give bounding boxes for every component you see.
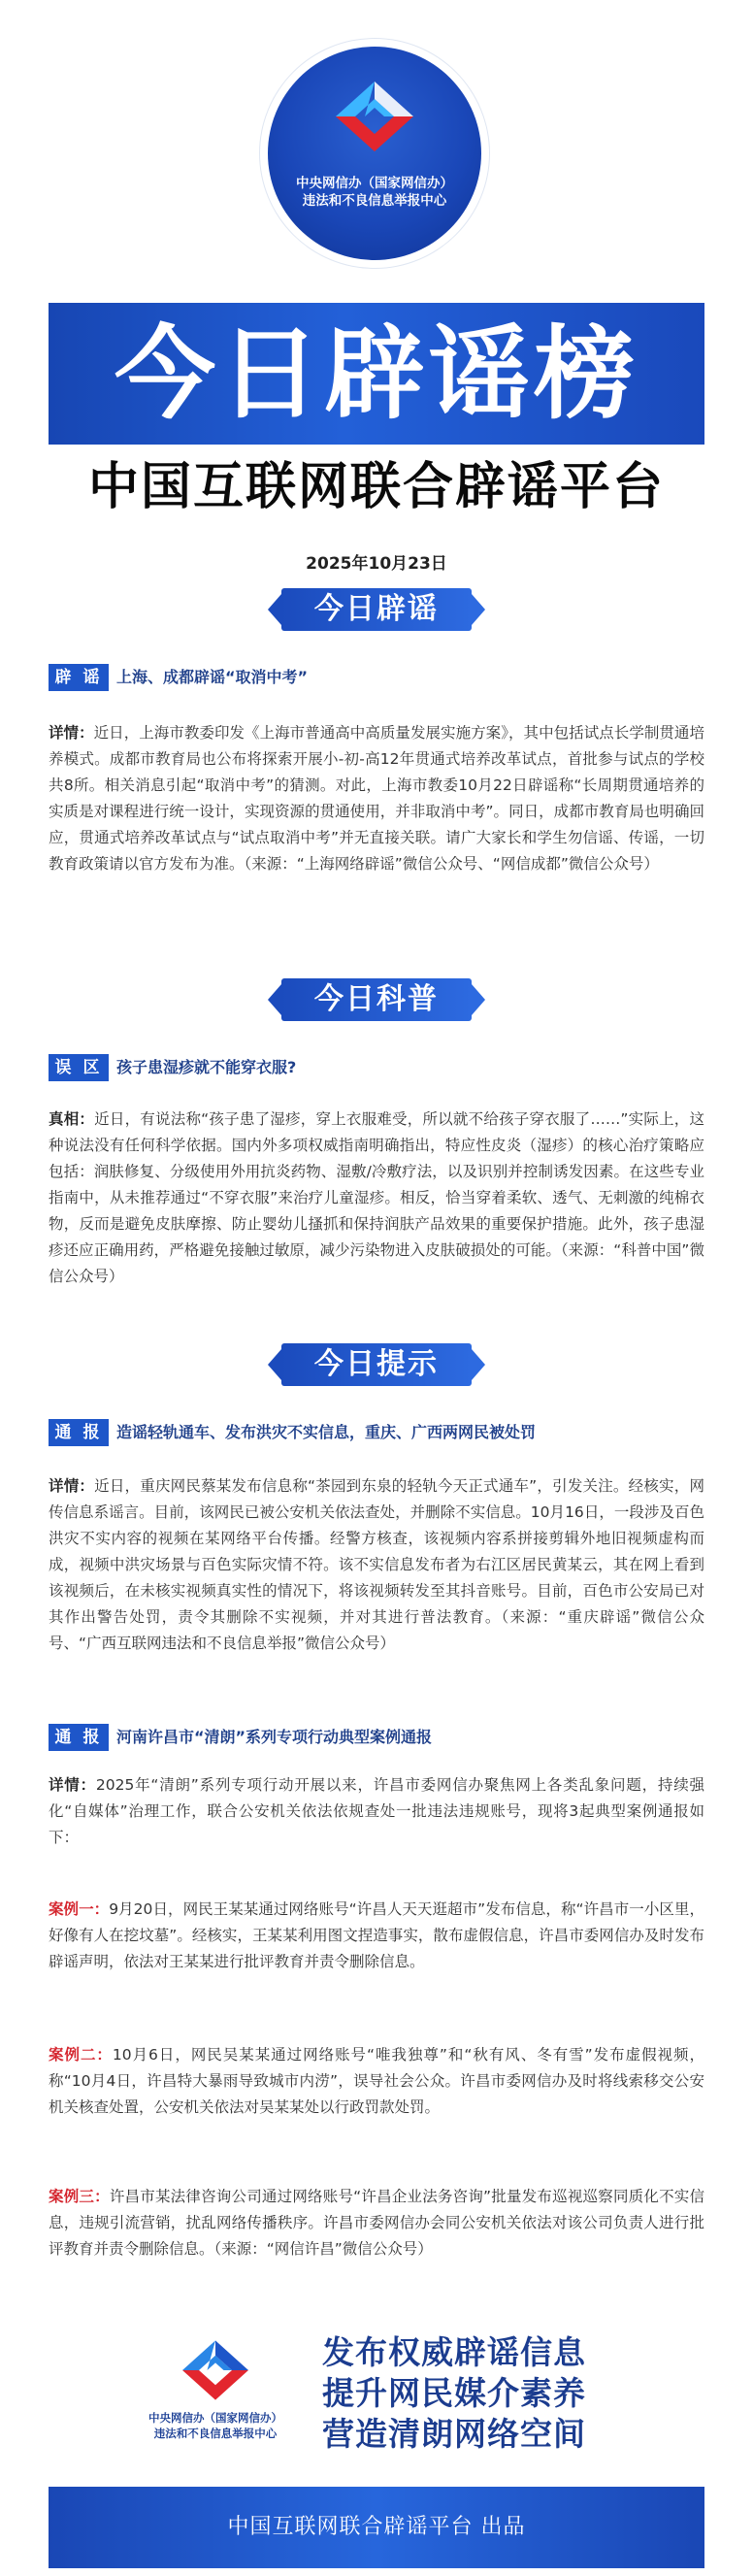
alert-item1-body [49, 1473, 704, 1657]
footer-bar-text: 中国互联网联合辟谣平台 出品 [227, 2515, 526, 2539]
banner-title: 今日辟谣榜 [114, 314, 638, 433]
case-lead: 案例一： [49, 1900, 110, 1918]
slogan-line-2: 提升网民媒介素养 [322, 2374, 586, 2412]
section-label-science [281, 978, 472, 1021]
item-title: 上海、成都辟谣“取消中考” [116, 668, 309, 686]
section-label-text: 今日提示 [314, 1347, 439, 1381]
slogan-line-1: 发布权威辟谣信息 [322, 2333, 586, 2371]
science-item-body [49, 1106, 704, 1290]
alert-item2-heading [49, 1724, 704, 1751]
case-item-2 [49, 2042, 704, 2121]
logo-org-name-line2: 违法和不良信息举报中心 [302, 193, 447, 209]
section-label-rumor [281, 588, 472, 631]
section-label-alert [281, 1343, 472, 1386]
alert-item2-intro [49, 1772, 704, 1851]
footer-logo-line2: 违法和不良信息举报中心 [153, 2427, 278, 2440]
footer-logo-line1: 中央网信办（国家网信办） [148, 2411, 282, 2425]
case-item-1 [49, 1897, 704, 1975]
item-tag: 误 区 [49, 1054, 109, 1081]
platform-name: 中国互联网联合辟谣平台 [87, 458, 665, 516]
item-body-text: 近日，上海市教委印发《上海市普通高中高质量发展实施方案》，其中包括试点长学制贯通培养模式。成都市教育局也公布将探索开展小-初-高12年贯通式培养改革试点，首批参与试点的学校共8所。相关消息引起“取消中考”的猜测。对此，上海市教委10月22日辟谣称“长周期贯通培养的实质是对课程进行统一设计，实现资源的贯通使用，并非取消中考”。同日，成都市教育局也明确回应，贯通式培养改革试点与“试点取消中考”并无直接关联。请广大家长和学生勿信谣、传谣，一切教育政策请以官方发布为准。（来源：“上海网络辟谣”微信公众号、“网信成都”微信公众号） [49, 724, 704, 873]
item-title: 河南许昌市“清朗”系列专项行动典型案例通报 [116, 1728, 433, 1746]
item-lead: 详情： [49, 1776, 96, 1794]
footer-bar [49, 2487, 704, 2568]
science-item-heading [49, 1054, 704, 1081]
alert-item1-heading [49, 1419, 704, 1446]
item-tag: 通 报 [49, 1724, 109, 1751]
case-body: 9月20日，网民王某某通过网络账号“许昌人天天逛超市”发布信息，称“许昌市一小区里，好像有人在挖坟墓”。经核实，王某某利用图文捏造事实，散布虚假信息，许昌市委网信办及时发布辟谣声明，依法对王某某进行批评教育并责令删除信息。 [49, 1900, 704, 1970]
title-banner [49, 303, 704, 445]
case-body: 10月6日，网民吴某某通过网络账号“唯我独尊”和“秋有风、冬有雪”发布虚假视频，称“10月4日，许昌特大暴雨导致城市内涝”，误导社会公众。许昌市委网信办及时将线索移交公安机关核查处置，公安机关依法对吴某某处以行政罚款处罚。 [49, 2046, 704, 2116]
item-lead: 详情： [49, 724, 94, 742]
header-logo [260, 39, 489, 268]
item-title: 孩子患湿疹就不能穿衣服? [116, 1058, 297, 1076]
section-label-text: 今日科普 [314, 982, 439, 1016]
item-body-text: 近日，有说法称“孩子患了湿疹，穿上衣服难受，所以就不给孩子穿衣服了……”实际上，这种说法没有任何科学依据。国内外多项权威指南明确指出，特应性皮炎（湿疹）的核心治疗策略应包括：润肤修复、分级使用外用抗炎药物、湿敷/冷敷疗法，以及识别并控制诱发因素。在这些专业指南中，从未推荐通过“不穿衣服”来治疗儿童湿疹。相反，恰当穿着柔软、透气、无刺激的纯棉衣物，反而是避免皮肤摩擦、防止婴幼儿搔抓和保持润肤产品效果的重要保护措施。此外，孩子患湿疹还应正确用药，严格避免接触过敏原，减少污染物进入皮肤破损处的可能。（来源：“科普中国”微信公众号） [49, 1110, 704, 1285]
item-body-text: 2025年“清朗”系列专项行动开展以来，许昌市委网信办聚焦网上各类乱象问题，持续强化“自媒体”治理工作，联合公安机关依法依规查处一批违法违规账号，现将3起典型案例通报如下： [49, 1776, 704, 1846]
item-tag: 辟 谣 [49, 664, 109, 691]
section-label-text: 今日辟谣 [314, 592, 439, 626]
case-item-3 [49, 2184, 704, 2262]
item-title: 造谣轻轨通车、发布洪灾不实信息，重庆、广西两网民被处罚 [116, 1423, 537, 1441]
publish-date: 2025年10月23日 [306, 554, 447, 574]
report-center-emblem-icon [332, 78, 417, 155]
item-tag: 通 报 [49, 1419, 109, 1446]
case-lead: 案例三： [49, 2188, 110, 2205]
report-center-emblem-icon [179, 2337, 252, 2403]
case-body: 许昌市某法律咨询公司通过网络账号“许昌企业法务咨询”批量发布巡视巡察同质化不实信息，违规引流营销，扰乱网络传播秩序。许昌市委网信办会同公安机关依法对该公司负责人进行批评教育并责令删除信息。（来源：“网信许昌”微信公众号） [49, 2188, 704, 2258]
slogan-line-3: 营造清朗网络空间 [322, 2415, 586, 2453]
footer-logo [118, 2333, 312, 2450]
logo-org-name-line1: 中央网信办（国家网信办） [296, 176, 453, 191]
logo-badge [268, 47, 481, 260]
rumor-item-body [49, 720, 704, 877]
rumor-item-heading [49, 664, 704, 691]
item-body-text: 近日，重庆网民蔡某发布信息称“茶园到东泉的轻轨今天正式通车”，引发关注。经核实，网传信息系谣言。目前，该网民已被公安机关依法查处，并删除不实信息。10月16日，一段涉及百色洪灾不实内容的视频在某网络平台传播。经警方核查，该视频内容系拼接剪辑外地旧视频虚构而成，视频中洪灾场景与百色实际灾情不符。该不实信息发布者为右江区居民黄某云，其在网上看到该视频后，在未核实视频真实性的情况下，将该视频转发至其抖音账号。目前，百色市公安局已对其作出警告处罚，责令其删除不实视频，并对其进行普法教育。（来源：“重庆辟谣”微信公众号、“广西互联网违法和不良信息举报”微信公众号） [49, 1477, 704, 1652]
item-lead: 真相： [49, 1110, 95, 1128]
item-lead: 详情： [49, 1477, 95, 1495]
case-lead: 案例二： [49, 2046, 113, 2064]
